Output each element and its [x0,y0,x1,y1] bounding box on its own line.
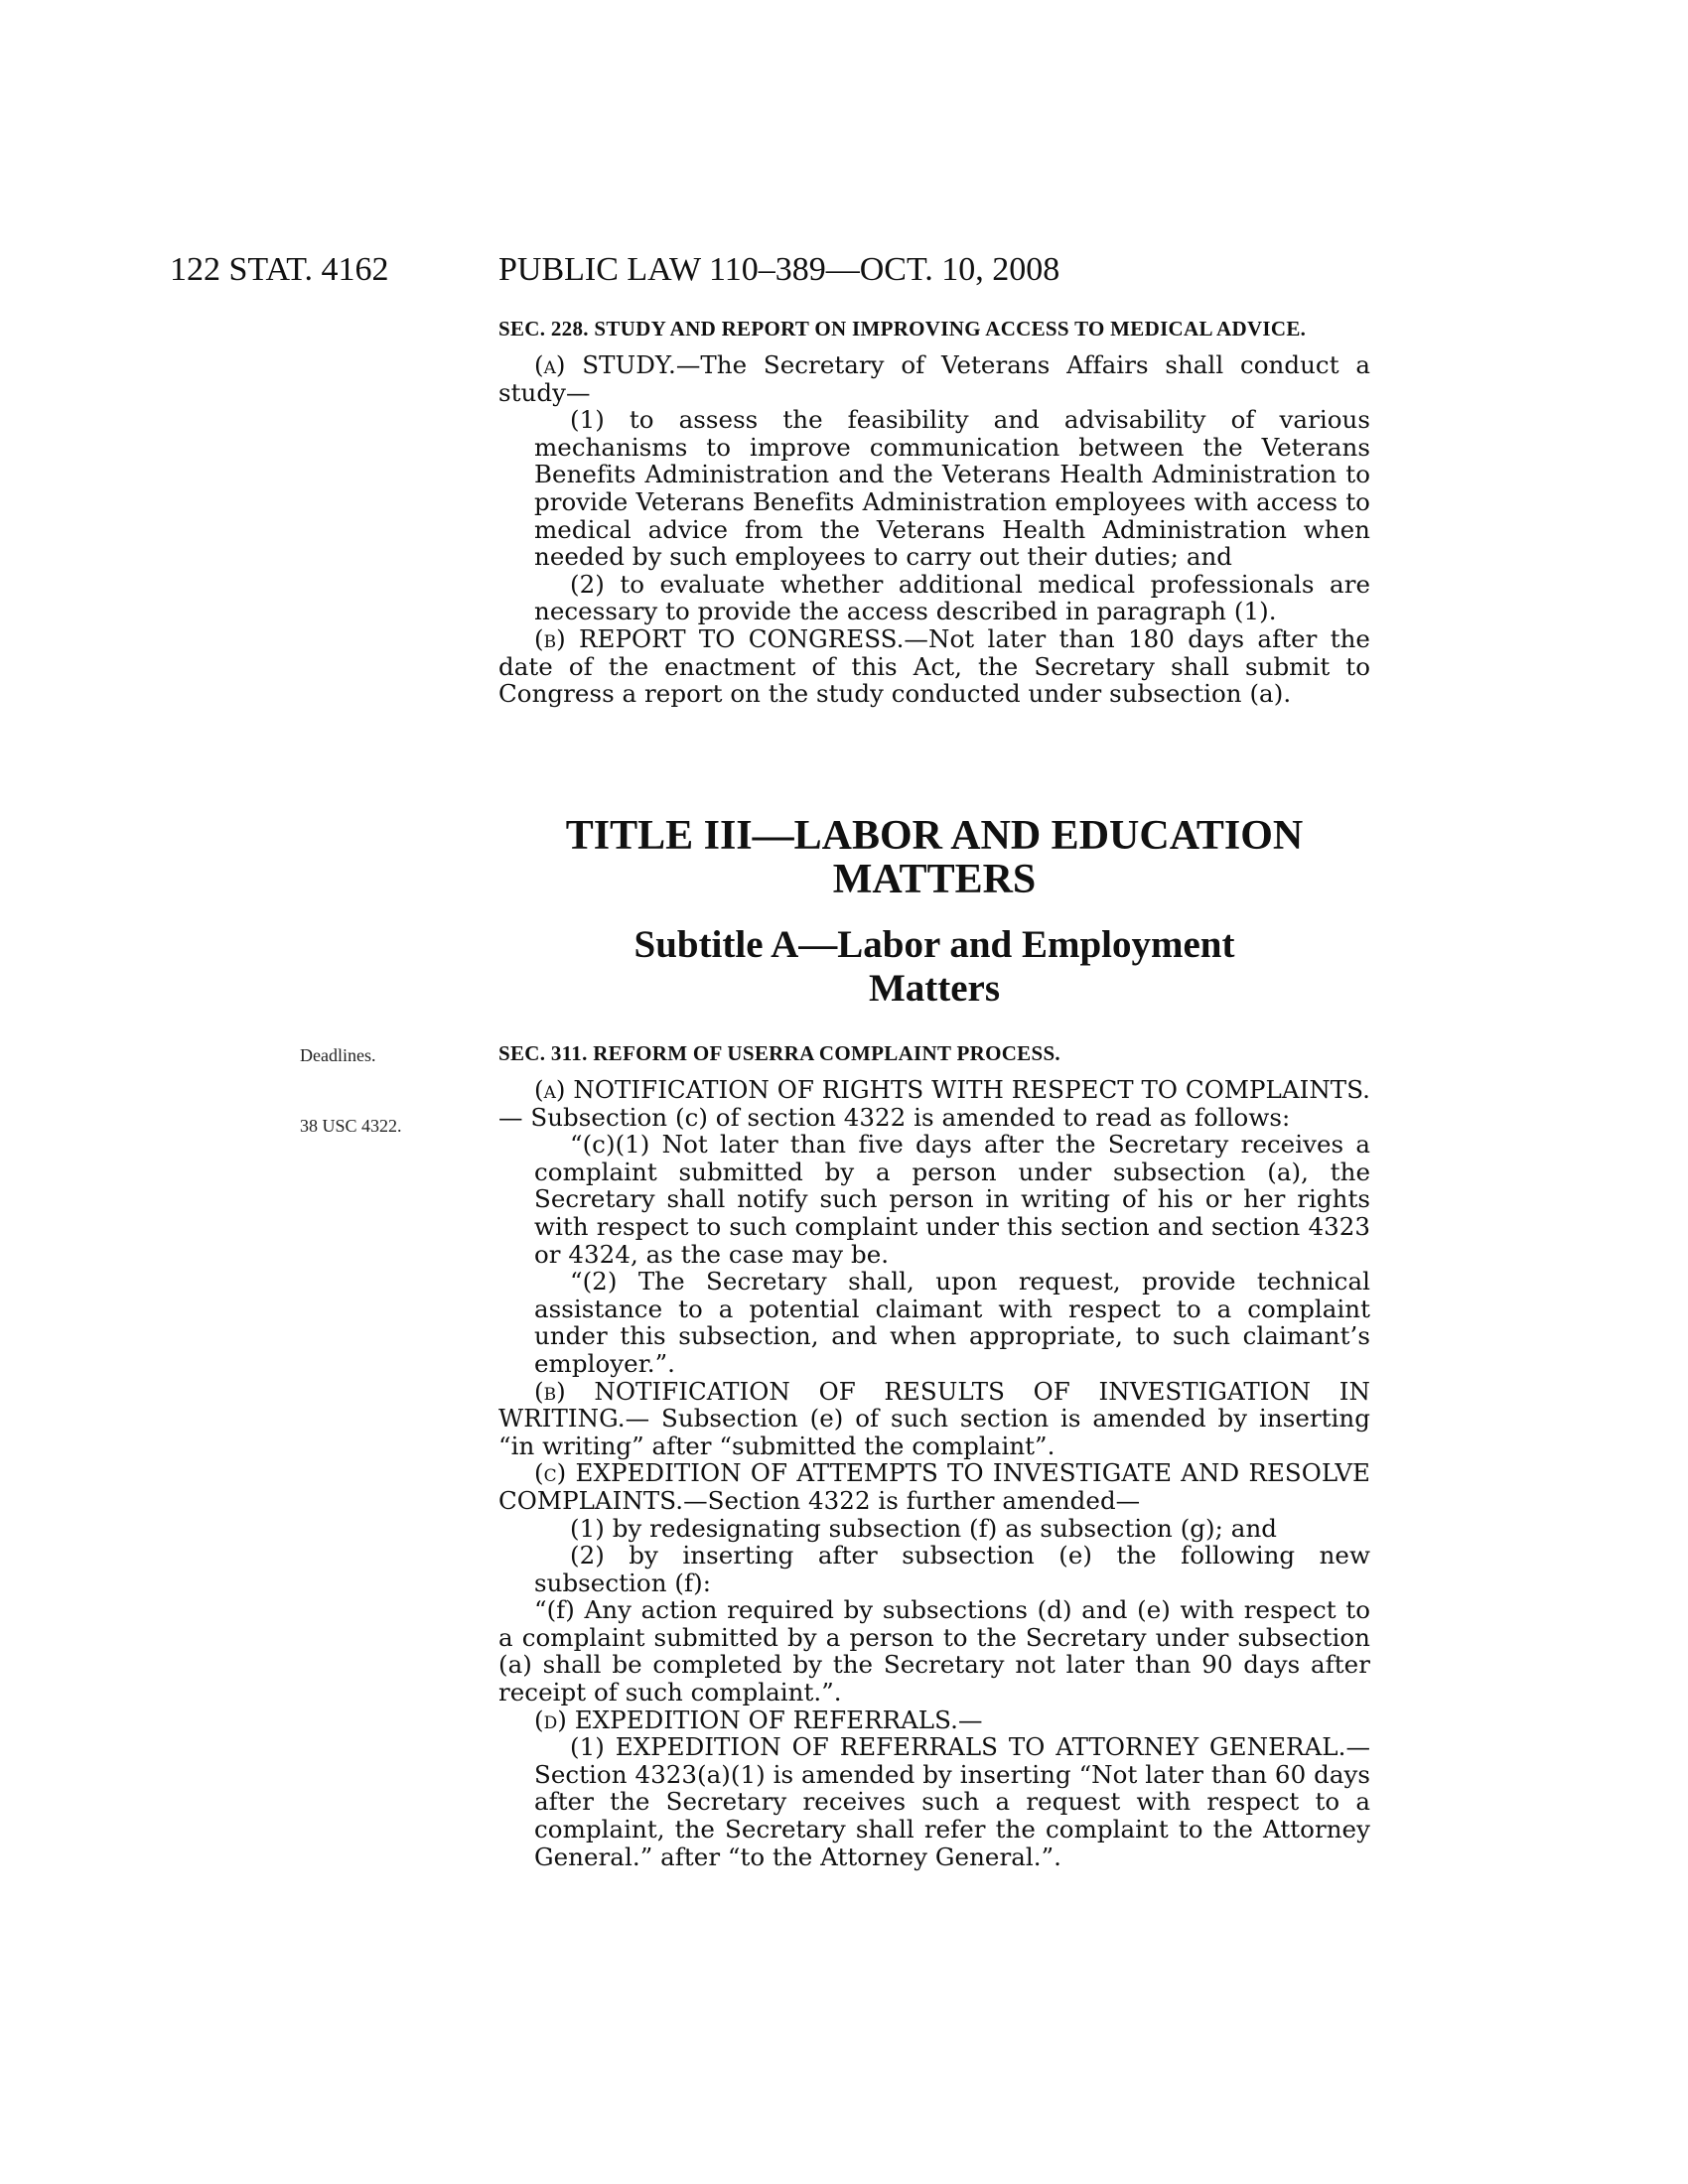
section-228-paragraph-1: (1) to assess the feasibility and advisability of various mechanisms to improve communication between the Veterans Benefits Administration and the Veterans Health Administration to provide Veterans Benefits Administration employees with access to medical advice from the Veterans Health Administration when needed by such employees to carry out their duties; and [534,405,1370,572]
subsection-d-paragraph-1 [498,1733,1370,1870]
section-311 [498,1040,1370,1870]
subsection-a-label: (a) NOTIFICATION OF RIGHTS WITH RESPECT TO COMPLAINTS. [534,1075,1370,1104]
paragraph-1-label: (1) EXPEDITION OF REFERRALS TO ATTORNEY GENERAL. [570,1732,1346,1762]
margin-note-usc: 38 USC 4322. [300,1116,402,1136]
subsection-c-label: (c) EXPEDITION OF ATTEMPTS TO INVESTIGATE AND RESOLVE COMPLAINTS. [498,1458,1370,1515]
statute-page-reference: 122 STAT. 4162 [170,251,389,288]
section-228-heading: SEC. 228. STUDY AND REPORT ON IMPROVING ACCESS TO MEDICAL ADVICE. [498,317,1307,341]
subsection-b-label: (b) NOTIFICATION OF RESULTS OF INVESTIGATION IN WRITING. [498,1376,1370,1433]
subsection-d-text: — [957,1705,983,1734]
paragraph-1-text: — Section 4323(a)(1) is amended by inserting “Not later than 60 days after the Secretary receives such a request with respect to a complaint, the Secretary shall refer the complaint to the Attorney General.” after “to the Attorney General.”. [534,1732,1370,1871]
subsection-d-label: (d) EXPEDITION OF REFERRALS. [534,1705,958,1734]
section-311-subsection-a [498,1076,1370,1131]
subsection-a-label: (a) STUDY. [534,350,676,379]
public-law-citation: PUBLIC LAW 110–389—OCT. 10, 2008 [498,251,1060,288]
margin-note-deadlines: Deadlines. [300,1045,376,1065]
subsection-b-text: —Not later than 180 days after the date of the enactment of this Act, the Secretary shall submit to Congress a report on the study conducted under subsection (a). [498,623,1370,709]
subtitle-a-line-2: Matters [868,967,1001,1010]
section-311-subsection-b [498,1378,1370,1460]
quoted-subsection-c-1: “(c)(1) Not later than five days after the Secretary receives a complaint submitted by a person under subsection (a), the Secretary shall notify such person in writing of his or her rights with respect to such complaint under this section and section 4323 or 4324, as the case may be. [534,1130,1370,1269]
quoted-subsection-c-2: “(2) The Secretary shall, upon request, provide technical assistance to a potential claimant with respect to a complaint under this subsection, and when appropriate, to such claimant’s employer.”. [534,1267,1370,1378]
subsection-b-text: — Subsection (e) of such section is amended by inserting “in writing” after “submitted the complaint”. [498,1404,1370,1460]
section-311-subsection-c [498,1459,1370,1514]
subsection-c-paragraph-2: (2) by inserting after subsection (e) the following new subsection (f): [534,1541,1370,1597]
subsection-b-label: (b) REPORT TO CONGRESS. [534,623,905,653]
section-311-heading: SEC. 311. REFORM OF USERRA COMPLAINT PROCESS. [498,1041,1060,1065]
section-228 [498,316,1370,708]
section-228-subsection-a [498,351,1370,406]
section-311-subsection-d [498,1706,1370,1734]
title-iii-heading [498,814,1370,901]
quoted-subsection-f: “(f) Any action required by subsections (d) and (e) with respect to a complaint submitted by a person to the Secretary under subsection (a) shall be completed by the Secretary not later than 90 days after receipt of such complaint.”. [498,1595,1370,1707]
section-228-subsection-b [498,625,1370,708]
subtitle-a-line-1: Subtitle A—Labor and Employment [633,923,1235,966]
subsection-c-text: —Section 4322 is further amended— [683,1485,1141,1515]
subsection-a-text: —The Secretary of Veterans Affairs shall conduct a study— [498,350,1370,407]
title-iii-line-2: MATTERS [832,857,1037,902]
subsection-c-paragraph-1: (1) by redesignating subsection (f) as subsection (g); and [570,1513,1278,1543]
subtitle-a-heading [498,923,1370,1011]
subsection-a-text: — Subsection (c) of section 4322 is amended to read as follows: [498,1102,1291,1132]
title-iii-line-1: TITLE III—LABOR AND EDUCATION [565,813,1304,859]
section-228-paragraph-2: (2) to evaluate whether additional medical professionals are necessary to provide the access described in paragraph (1). [534,569,1370,626]
